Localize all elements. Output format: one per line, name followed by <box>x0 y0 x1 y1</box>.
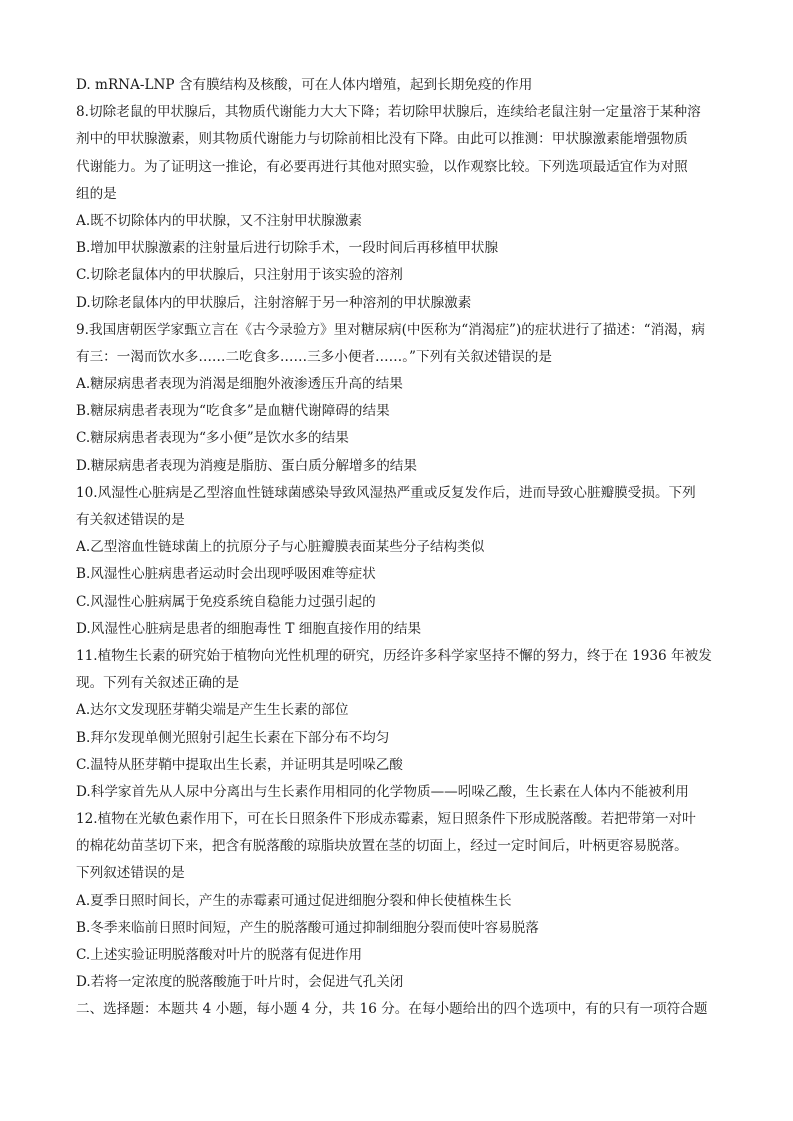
question-9-line: 9.我国唐朝医学家甄立言在《古今录验方》里对糖尿病(中医称为“消渴症”)的症状进行了描述：“消渴，病 <box>76 321 705 338</box>
text-line: 剂中的甲状腺激素，则其物质代谢能力与切除前相比没有下降。由此可以推测：甲状腺激素能增强物质 <box>76 131 688 148</box>
text-line: 现。下列有关叙述正确的是 <box>76 675 240 692</box>
option-d: D.风湿性心脏病是患者的细胞毒性 T 细胞直接作用的结果 <box>76 620 422 637</box>
option-c: C.切除老鼠体内的甲状腺后，只注射用于该实验的溶剂 <box>76 267 403 284</box>
option-a: A.夏季日照时间长，产生的赤霉素可通过促进细胞分裂和伸长使植株生长 <box>76 892 512 909</box>
text-line: 有关叙述错误的是 <box>76 512 185 528</box>
option-c: C.风湿性心脏病属于免疫系统自稳能力过强引起的 <box>76 593 376 610</box>
question-12-line: 12.植物在光敏色素作用下，可在长日照条件下形成赤霉素，短日照条件下形成脱落酸。若把带第一对叶 <box>76 811 696 828</box>
option-a: A.既不切除体内的甲状腺，又不注射甲状腺激素 <box>76 212 363 229</box>
option-b: B.冬季来临前日照时间短，产生的脱落酸可通过抑制细胞分裂而使叶容易脱落 <box>76 919 539 936</box>
text-line: 有三：一渴而饮水多……二吃食多……三多小便者……。”下列有关叙述错误的是 <box>76 348 552 365</box>
text-line: 下列叙述错误的是 <box>76 865 185 882</box>
text-line: D. mRNA-LNP 含有膜结构及核酸，可在人体内增殖，起到长期免疫的作用 <box>76 77 533 93</box>
option-b: B.增加甲状腺激素的注射量后进行切除手术，一段时间后再移植甲状腺 <box>76 240 499 257</box>
question-8-line: 8.切除老鼠的甲状腺后，其物质代谢能力大大下降；若切除甲状腺后，连续给老鼠注射一定量溶于某种溶 <box>76 104 701 121</box>
section-two-heading: 二、选择题：本题共 4 小题，每小题 4 分，共 16 分。在每小题给出的四个选项中，有的只有一项符合题 <box>76 1001 708 1018</box>
option-d: D.糖尿病患者表现为消瘦是脂肪、蛋白质分解增多的结果 <box>76 457 417 474</box>
option-a: A.糖尿病患者表现为消渴是细胞外液渗透压升高的结果 <box>76 376 403 393</box>
option-b: B.风湿性心脏病患者运动时会出现呼吸困难等症状 <box>76 566 376 583</box>
option-a: A.乙型溶血性链球菌上的抗原分子与心脏瓣膜表面某些分子结构类似 <box>76 539 485 556</box>
option-d: D.科学家首先从人尿中分离出与生长素作用相同的化学物质——吲哚乙酸，生长素在人体内不能被利用 <box>76 783 689 800</box>
option-c: C.糖尿病患者表现为“多小便”是饮水多的结果 <box>76 430 349 447</box>
option-d: D.切除老鼠体内的甲状腺后，注射溶解于另一种溶剂的甲状腺激素 <box>76 294 472 311</box>
option-b: B.拜尔发现单侧光照射引起生长素在下部分布不均匀 <box>76 729 390 746</box>
document-body <box>76 72 720 1024</box>
option-d: D.若将一定浓度的脱落酸施于叶片时，会促进气孔关闭 <box>76 974 404 991</box>
text-line: 组的是 <box>76 185 117 202</box>
text-line: 的棉花幼苗茎切下来，把含有脱落酸的琼脂块放置在茎的切面上，经过一定时间后，叶柄更容易脱落。 <box>76 838 688 855</box>
question-10-line: 10.风湿性心脏病是乙型溶血性链球菌感染导致风湿热严重或反复发作后，进而导致心脏瓣膜受损。下列 <box>76 484 696 501</box>
option-c: C.温特从胚芽鞘中提取出生长素，并证明其是吲哚乙酸 <box>76 756 403 773</box>
text-line: 代谢能力。为了证明这一推论，有必要再进行其他对照实验，以作观察比较。下列选项最适宜作为对照 <box>76 158 688 175</box>
question-11-line: 11.植物生长素的研究始于植物向光性机理的研究，历经许多科学家坚持不懈的努力，终于在 1936 年被发 <box>76 647 712 664</box>
option-b: B.糖尿病患者表现为“吃食多”是血糖代谢障碍的结果 <box>76 403 390 420</box>
option-a: A.达尔文发现胚芽鞘尖端是产生生长素的部位 <box>76 702 349 719</box>
option-c: C.上述实验证明脱落酸对叶片的脱落有促进作用 <box>76 947 363 963</box>
